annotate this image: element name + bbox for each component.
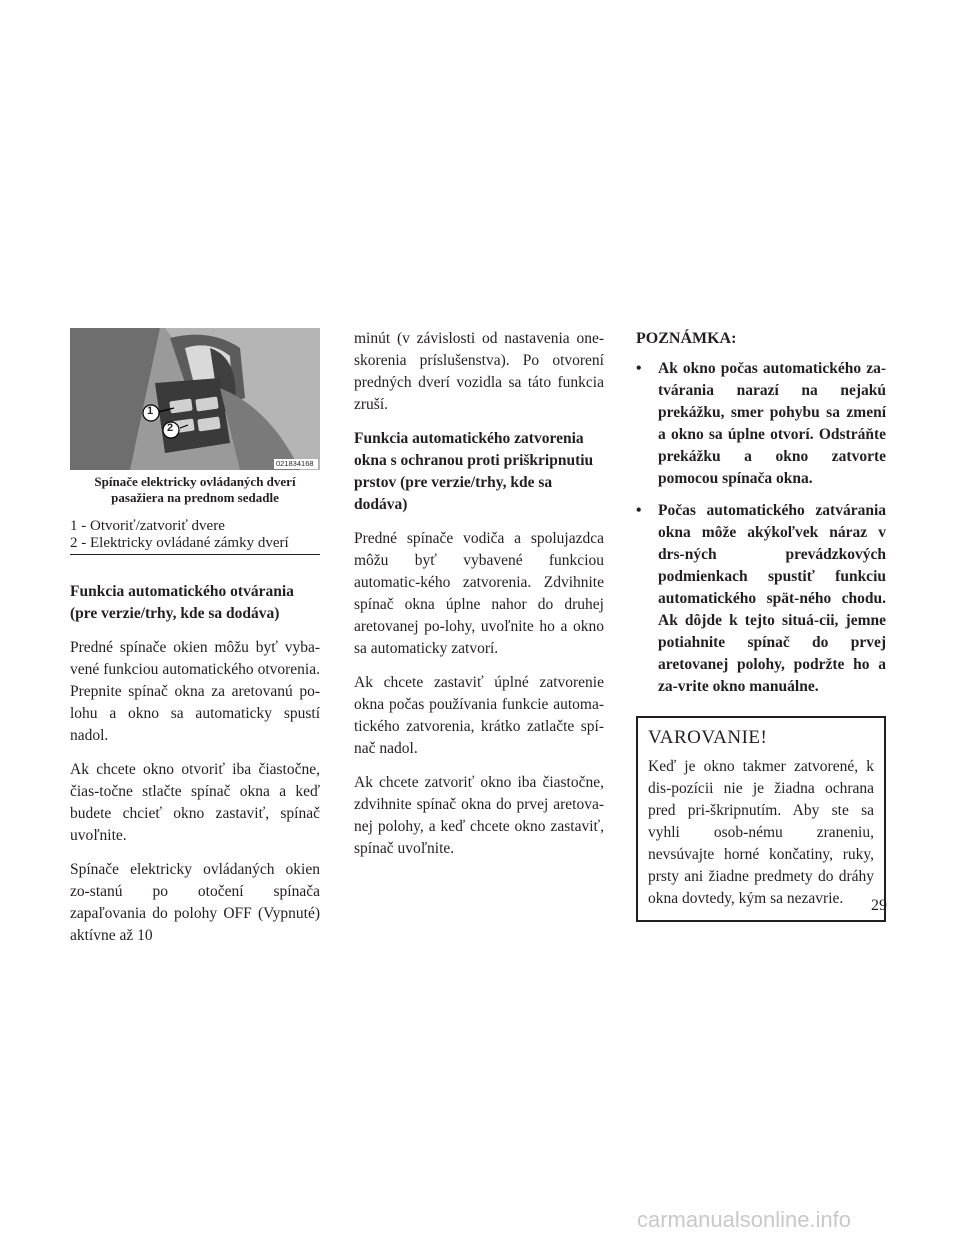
note-list <box>636 358 886 698</box>
right-column <box>636 328 886 922</box>
paragraph: Spínače elektricky ovládaných okien zo-stanú po otočení spínača zapaľovania do polohy OFF (Vypnuté) aktívne až 10 <box>70 861 320 944</box>
figure-caption: Spínače elektricky ovládaných dverí pasažiera na prednom sedadle <box>94 474 296 505</box>
door-panel-illustration <box>70 328 320 470</box>
section-heading-auto-down: Funkcia automatického otvárania (pre verzie/trhy, kde sa dodáva) <box>70 583 294 622</box>
paragraph: Predné spínače vodiča a spolujazdca môžu byť vybavené funkciou automatic-kého zatvorenia. Zdvihnite spínač okna úplne nahor do druhej aretovanej po-lohy, uvoľnite ho a okno sa automaticky zatvorí. <box>354 530 604 657</box>
note-item: • Ak okno počas automatického za-tvárania narazí na nejakú prekážku, smer pohybu sa zmení a okno sa úplne otvorí. Odstráňte prekážku a okno zatvorte pomocou spínača okna. <box>636 358 886 490</box>
warning-box <box>636 716 886 922</box>
figure-legend <box>70 518 320 555</box>
paragraph: Ak chcete zatvoriť okno iba čiastočne, zdvihnite spínač okna do prvej aretova-nej polohy, a keď chcete okno zastaviť, spínač uvoľnite. <box>354 774 604 857</box>
paragraph: minút (v závislosti od nastavenia one-skorenia príslušenstva). Po otvorení predných dverí vozidla sa táto funkcia zruší. <box>354 330 604 413</box>
callout-1: 1 <box>147 405 154 417</box>
warning-text: Keď je okno takmer zatvorené, k dis-pozícii nie je žiadna ochrana pred pri-škripnutím. Aby ste sa vyhli osob-nému zraneniu, nevsúvajte horné končatiny, ruky, prsty ani žiadne predmety do dráhy okna dovtedy, kým sa nezavrie. <box>648 758 874 907</box>
legend-item: 1 - Otvoriť/zatvoriť dvere <box>70 518 225 534</box>
note-item: • Počas automatického zatvárania okna môže akýkoľvek náraz v drs-ných prevádzkových podmienkach spustiť funkciu automatického spät-ného chodu. Ak dôjde k tejto situá-cii, jemne potiahnite spínač do prvej aretovanej polohy, podržte ho a za-vrite okno manuálne. <box>636 500 886 698</box>
middle-column <box>354 328 604 860</box>
page-number: 29 <box>871 897 887 914</box>
warning-title: VAROVANIE! <box>648 727 768 748</box>
paragraph: Ak chcete okno otvoriť iba čiastočne, čias-točne stlačte spínač okna a keď budete chcieť okno zastaviť, spínač uvoľnite. <box>70 761 320 844</box>
door-switch-figure <box>70 328 320 470</box>
section-heading-auto-up: Funkcia automatického zatvorenia okna s ochranou proti priškripnutiu prstov (pre verzie/trhy, kde sa dodáva) <box>354 430 594 513</box>
note-title: POZNÁMKA: <box>636 330 737 347</box>
legend-item: 2 - Elektricky ovládané zámky dverí <box>70 535 289 551</box>
left-column <box>70 328 320 947</box>
callout-2: 2 <box>167 422 174 434</box>
figure-code: 021834168 <box>276 459 314 468</box>
paragraph: Predné spínače okien môžu byť vyba-vené funkciou automatického otvorenia. Prepnite spínač okna za aretovanú po-lohu a okno sa automaticky spustí nadol. <box>70 639 320 744</box>
paragraph: Ak chcete zastaviť úplné zatvorenie okna počas používania funkcie automa-tického zatvorenia, krátko zatlačte spí-nač nadol. <box>354 674 604 757</box>
watermark: carmanualsonline.info <box>637 1207 852 1232</box>
